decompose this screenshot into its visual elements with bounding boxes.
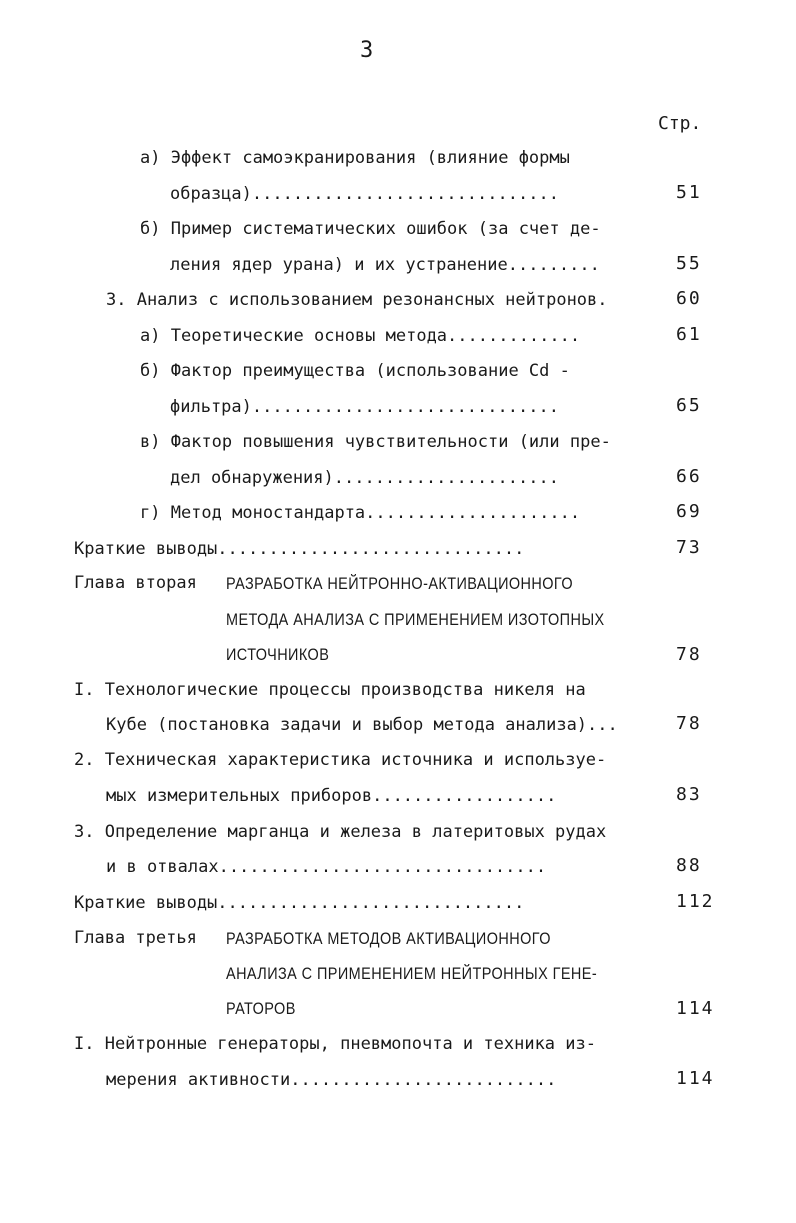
- toc-line: I. Нейтронные генераторы, пневмопочта и техника из-: [74, 1034, 596, 1054]
- toc-line: образца)..............................: [170, 184, 559, 204]
- toc-page-number: 73: [676, 537, 702, 558]
- toc-line: мых измерительных приборов..................: [106, 786, 557, 806]
- toc-page-number: 65: [676, 395, 702, 416]
- toc-page-number: 51: [676, 182, 702, 203]
- toc-line: б) Фактор преимущества (использование Cd -: [140, 361, 570, 381]
- toc-line: Кубе (постановка задачи и выбор метода анализа)...: [106, 715, 618, 735]
- toc-line: и в отвалах................................: [106, 857, 547, 877]
- toc-line: ления ядер урана) и их устранение.........: [170, 255, 600, 275]
- chapter-title: РАЗРАБОТКА МЕТОДОВ АКТИВАЦИОННОГО: [226, 929, 551, 948]
- toc-page-number: 55: [676, 253, 702, 274]
- page-number: 3: [360, 38, 374, 63]
- chapter-label: Глава третья: [74, 928, 197, 948]
- toc-page-number: 78: [676, 713, 702, 734]
- toc-line: г) Метод моностандарта.....................: [140, 503, 581, 523]
- toc-page-number: 88: [676, 855, 702, 876]
- toc-line: а) Эффект самоэкранирования (влияние формы: [140, 148, 570, 168]
- toc-page-number: 112: [676, 891, 715, 912]
- toc-line: а) Теоретические основы метода.............: [140, 326, 581, 346]
- toc-line: Краткие выводы..............................: [74, 539, 525, 559]
- toc-line: б) Пример систематических ошибок (за счет де-: [140, 219, 601, 239]
- toc-page-number: 114: [676, 998, 715, 1019]
- chapter-label: Глава вторая: [74, 573, 197, 593]
- toc-line: 2. Техническая характеристика источника и используе-: [74, 750, 607, 770]
- chapter-title: РАЗРАБОТКА НЕЙТРОННО-АКТИВАЦИОННОГО: [226, 574, 574, 593]
- toc-line: I. Технологические процессы производства никеля на: [74, 680, 586, 700]
- toc-line: фильтра)..............................: [170, 397, 559, 417]
- toc-page-number: 69: [676, 501, 702, 522]
- toc-line: в) Фактор повышения чувствительности (или пре-: [140, 432, 611, 452]
- toc-line: дел обнаружения)......................: [170, 468, 559, 488]
- toc-line: 3. Определение марганца и железа в латеритовых рудах: [74, 822, 607, 842]
- toc-page-number: 61: [676, 324, 702, 345]
- page-column-label: Стр.: [658, 113, 702, 134]
- chapter-title: ИСТОЧНИКОВ: [226, 645, 330, 664]
- toc-page-number: 60: [676, 288, 702, 309]
- toc-line: мерения активности..........................: [106, 1070, 557, 1090]
- toc-page-number: 66: [676, 466, 702, 487]
- chapter-title: РАТОРОВ: [226, 999, 296, 1018]
- toc-page-number: 114: [676, 1068, 715, 1089]
- toc-line: Краткие выводы..............................: [74, 893, 525, 913]
- chapter-title: АНАЛИЗА С ПРИМЕНЕНИЕМ НЕЙТРОННЫХ ГЕНЕ-: [226, 964, 598, 983]
- toc-page-number: 78: [676, 644, 702, 665]
- toc-page-number: 83: [676, 784, 702, 805]
- toc-line: 3. Анализ с использованием резонансных нейтронов.: [106, 290, 608, 310]
- chapter-title: МЕТОДА АНАЛИЗА С ПРИМЕНЕНИЕМ ИЗОТОПНЫХ: [226, 610, 605, 629]
